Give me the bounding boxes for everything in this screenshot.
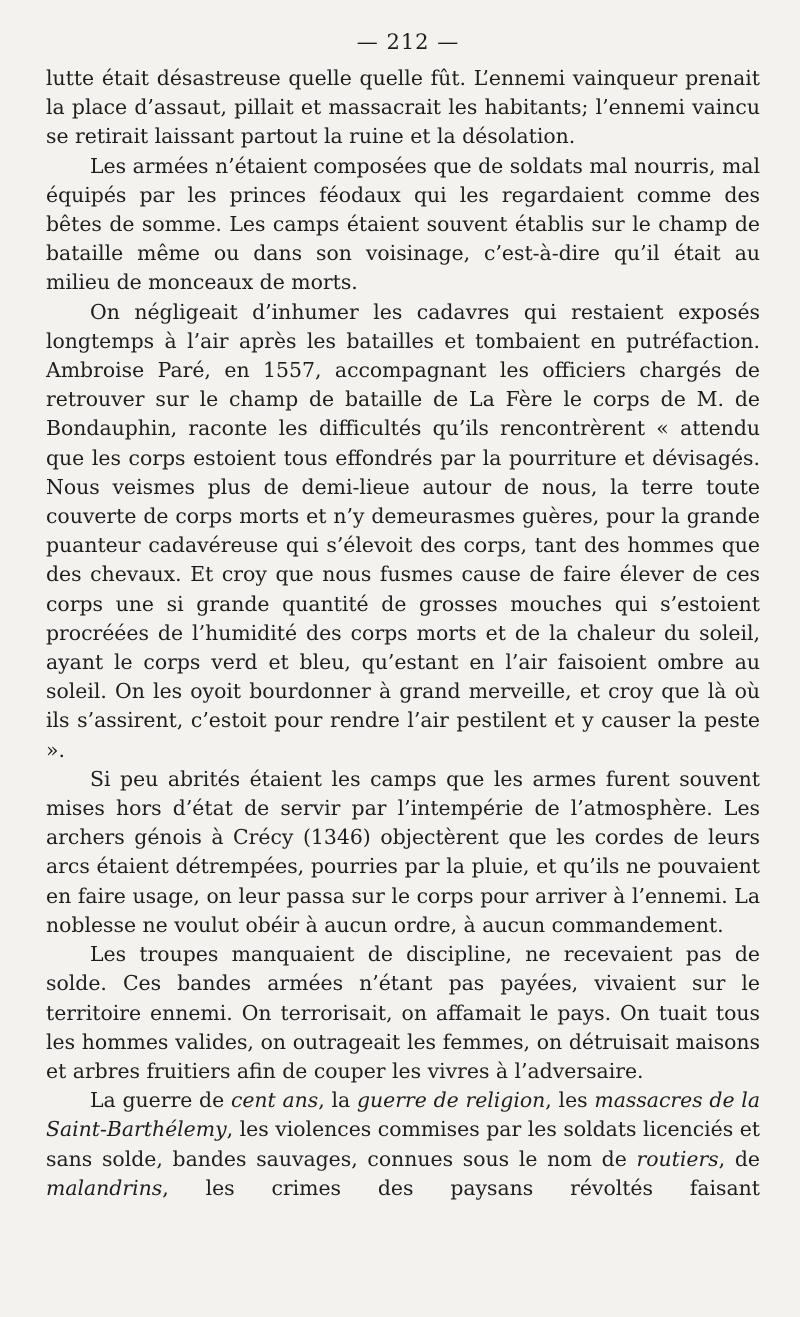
text-run: La guerre de xyxy=(90,1088,231,1113)
body-text xyxy=(46,64,760,1203)
paragraph-ambroise-pare: On négligeait d’inhumer les cadavres qui restaient exposés longtemps à l’air après les batailles et tombaient en putréfaction. Ambroise Paré, en 1557, accompagnant les officiers chargés de retrouver sur le champ de bataille de La Fère le corps de M. de Bondauphin, raconte les difficultés qu’ils rencontrèrent « attendu que les corps estoient tous effondrés par la pourriture et dévisagés. Nous veismes plus de demi-lieue autour de nous, la terre toute couverte de corps morts et n’y demeurasmes guères, pour la grande puanteur cadavéreuse qui s’élevoit des corps, tant des hommes que des chevaux. Et croy que nous fusmes cause de faire élever de ces corps une si grande quantité de grosses mouches qui s’estoient procréées de l’humidité des corps morts et de la chaleur du soleil, ayant le corps verd et bleu, qu’estant en l’air faisoient ombre au soleil. On les oyoit bourdonner à grand merveille, et croy que là où ils s’assirent, c’estoit pour rendre l’air pestilent et y causer la peste ». xyxy=(46,299,760,762)
italic-cent-ans: cent ans xyxy=(230,1088,319,1113)
text-run: , les violences commises par les soldats licenciés et sans solde, bandes sauvages, connues sous le nom de xyxy=(46,1117,760,1171)
italic-routiers: routiers xyxy=(636,1146,719,1171)
italic-massacres: massacres de la Saint-Barthélemy xyxy=(46,1088,760,1142)
italic-guerre-de-religion: guerre de religion xyxy=(356,1088,546,1113)
text-run: , les xyxy=(545,1088,595,1113)
text-run: , de xyxy=(718,1146,760,1171)
paragraph-continued: lutte était désastreuse quelle quelle fût. L’ennemi vainqueur prenait la place d’assaut, pillait et massacrait les habitants; l’ennemi vaincu se retirait laissant partout la ruine et la désolation. xyxy=(46,66,760,149)
paragraph-armies: Les armées n’étaient composées que de soldats mal nourris, mal équipés par les princes féodaux qui les regardaient comme des bêtes de somme. Les camps étaient souvent établis sur le champ de bataille même ou dans son voisinage, c’est-à-dire qu’il était au milieu de monceaux de morts. xyxy=(46,153,760,295)
paragraph-crecy: Si peu abrités étaient les camps que les armes furent souvent mises hors d’état de servir par l’intempérie de l’atmosphère. Les archers génois à Crécy (1346) objectèrent que les cordes de leurs arcs étaient détrempées, pourries par la pluie, et qu’ils ne pouvaient en faire usage, on leur passa sur le corps pour arriver à l’ennemi. La noblesse ne voulut obéir à aucun ordre, à aucun commandement. xyxy=(46,766,760,937)
text-run: , les crimes des paysans révoltés faisant xyxy=(162,1175,760,1200)
italic-malandrins: malandrins xyxy=(46,1175,163,1200)
text-run: , la xyxy=(318,1088,357,1113)
paragraph-wars xyxy=(46,1086,760,1203)
page-number: — 212 — xyxy=(356,30,460,54)
paragraph-discipline: Les troupes manquaient de discipline, ne recevaient pas de solde. Ces bandes armées n’étant pas payées, vivaient sur le territoire ennemi. On terrorisait, on affamait le pays. On tuait tous les hommes valides, on outrageait les femmes, on détruisait maisons et arbres fruitiers afin de couper les vivres à l’adversaire. xyxy=(46,942,760,1083)
